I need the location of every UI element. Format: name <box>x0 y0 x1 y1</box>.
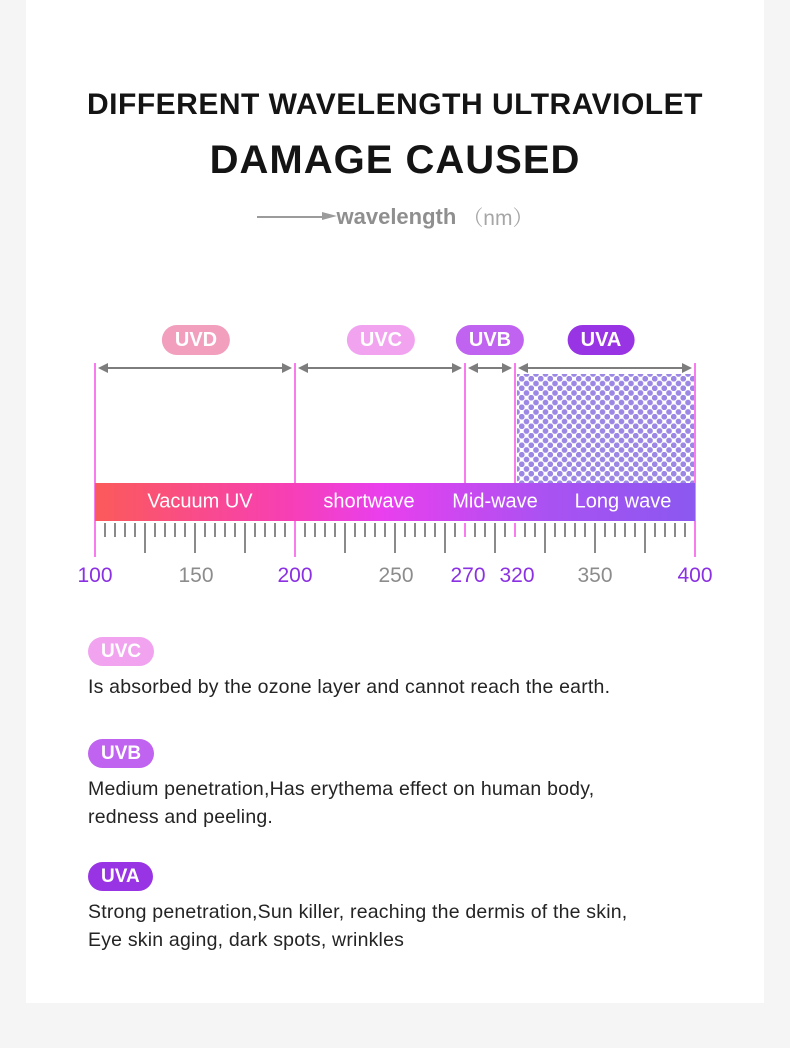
axis-unit-text: （nm） <box>462 207 534 230</box>
scale-label-250: 250 <box>378 564 414 587</box>
ruler-tick <box>664 523 666 537</box>
ruler-tick <box>554 523 556 537</box>
range-arrow-uvb <box>470 367 510 369</box>
range-arrow-uvd <box>100 367 290 369</box>
uva-badge: UVA <box>568 325 635 355</box>
ruler-tick <box>204 523 206 537</box>
ruler-tick <box>564 523 566 537</box>
ruler-tick <box>394 523 396 553</box>
ruler-tick <box>594 523 596 553</box>
ruler-tick <box>264 523 266 537</box>
section-uvc <box>88 637 708 701</box>
ruler-tick <box>414 523 416 537</box>
ruler-tick <box>494 523 496 553</box>
boundary-line-320nm <box>514 363 516 484</box>
ruler-tick <box>334 523 336 537</box>
uva-dot-pattern <box>517 374 694 484</box>
scale-label-150: 150 <box>178 564 214 587</box>
ruler-tick <box>404 523 406 537</box>
uva-section-text <box>88 898 708 954</box>
range-arrow-uva <box>520 367 690 369</box>
ruler-tick <box>184 523 186 537</box>
ruler-tick <box>114 523 116 537</box>
ruler-tick <box>244 523 246 553</box>
ruler-tick <box>104 523 106 537</box>
ruler-tick <box>214 523 216 537</box>
ruler-tick <box>634 523 636 537</box>
ruler-tick <box>484 523 486 537</box>
ruler-tick <box>624 523 626 537</box>
uvb-section-badge: UVB <box>88 739 154 768</box>
range-arrow-uvc <box>300 367 460 369</box>
axis-label-text: wavelength <box>336 204 457 229</box>
boundary-line-270nm <box>464 363 466 484</box>
ruler-tick <box>154 523 156 537</box>
uvc-section-text <box>88 673 708 701</box>
uva-text-line1: Strong penetration,Sun killer, reaching the dermis of the skin, <box>88 901 628 923</box>
page-title-line1: DIFFERENT WAVELENGTH ULTRAVIOLET <box>87 88 703 121</box>
ruler-tick <box>324 523 326 537</box>
ruler-tick <box>234 523 236 537</box>
ruler-tick <box>254 523 256 537</box>
ruler-tick <box>474 523 476 537</box>
ruler-tick <box>224 523 226 537</box>
ruler-tick <box>274 523 276 537</box>
ruler-tick <box>434 523 436 537</box>
uvc-section-badge: UVC <box>88 637 154 666</box>
uvc-text-line1: Is absorbed by the ozone layer and cannot reach the earth. <box>88 676 611 698</box>
ruler-tick <box>444 523 446 553</box>
ruler-tick <box>144 523 146 553</box>
scale-label-350: 350 <box>577 564 613 587</box>
ruler-tick <box>454 523 456 537</box>
scale-label-100: 100 <box>77 564 113 587</box>
scale-label-270: 270 <box>450 564 486 587</box>
ruler-tick <box>364 523 366 537</box>
ruler-tick <box>674 523 676 537</box>
ruler-tick <box>684 523 686 537</box>
ruler-tick <box>534 523 536 537</box>
scale-label-320: 320 <box>499 564 535 587</box>
bar-label-shortwave: shortwave <box>323 490 415 513</box>
section-uvb <box>88 739 708 831</box>
uvd-badge: UVD <box>162 325 230 355</box>
bar-label-mid-wave: Mid-wave <box>452 490 538 513</box>
ruler-tick <box>574 523 576 537</box>
uvb-badge: UVB <box>456 325 524 355</box>
uvb-text-line1: Medium penetration,Has erythema effect on human body, <box>88 778 595 800</box>
uvb-section-text <box>88 775 708 831</box>
ruler-tick <box>524 523 526 537</box>
bar-label-long-wave: Long wave <box>574 490 672 513</box>
ruler-tick <box>374 523 376 537</box>
ruler-tick <box>134 523 136 537</box>
boundary-line-400nm <box>694 363 696 557</box>
ruler-tick <box>614 523 616 537</box>
section-uva <box>88 862 708 954</box>
content-card <box>26 0 764 1003</box>
spectrum-bar <box>95 483 695 521</box>
ruler-tick <box>504 523 506 537</box>
ruler-tick <box>284 523 286 537</box>
uvc-badge: UVC <box>347 325 415 355</box>
scale-label-200: 200 <box>277 564 313 587</box>
ruler-tick <box>604 523 606 537</box>
scale-label-400: 400 <box>677 564 713 587</box>
ruler-tick <box>654 523 656 537</box>
uva-section-badge: UVA <box>88 862 153 891</box>
ruler-tick <box>124 523 126 537</box>
ruler-tick <box>194 523 196 553</box>
ruler-tick <box>644 523 646 553</box>
ruler-tick <box>314 523 316 537</box>
ruler-tick <box>584 523 586 537</box>
ruler-tick <box>164 523 166 537</box>
ruler-tick <box>344 523 346 553</box>
bar-label-vacuum-uv: Vacuum UV <box>147 490 253 513</box>
ruler-tick <box>464 523 466 537</box>
boundary-line-200nm <box>294 363 296 557</box>
ruler-tick <box>544 523 546 553</box>
boundary-line-100nm <box>94 363 96 557</box>
ruler-tick <box>304 523 306 537</box>
ruler-tick <box>514 523 516 537</box>
uva-text-line2: Eye skin aging, dark spots, wrinkles <box>88 929 405 951</box>
uvb-text-line2: redness and peeling. <box>88 806 274 828</box>
ruler-tick <box>354 523 356 537</box>
page-title-line2: DAMAGE CAUSED <box>209 138 581 182</box>
ruler-tick <box>174 523 176 537</box>
ruler-tick <box>424 523 426 537</box>
ruler-tick <box>384 523 386 537</box>
